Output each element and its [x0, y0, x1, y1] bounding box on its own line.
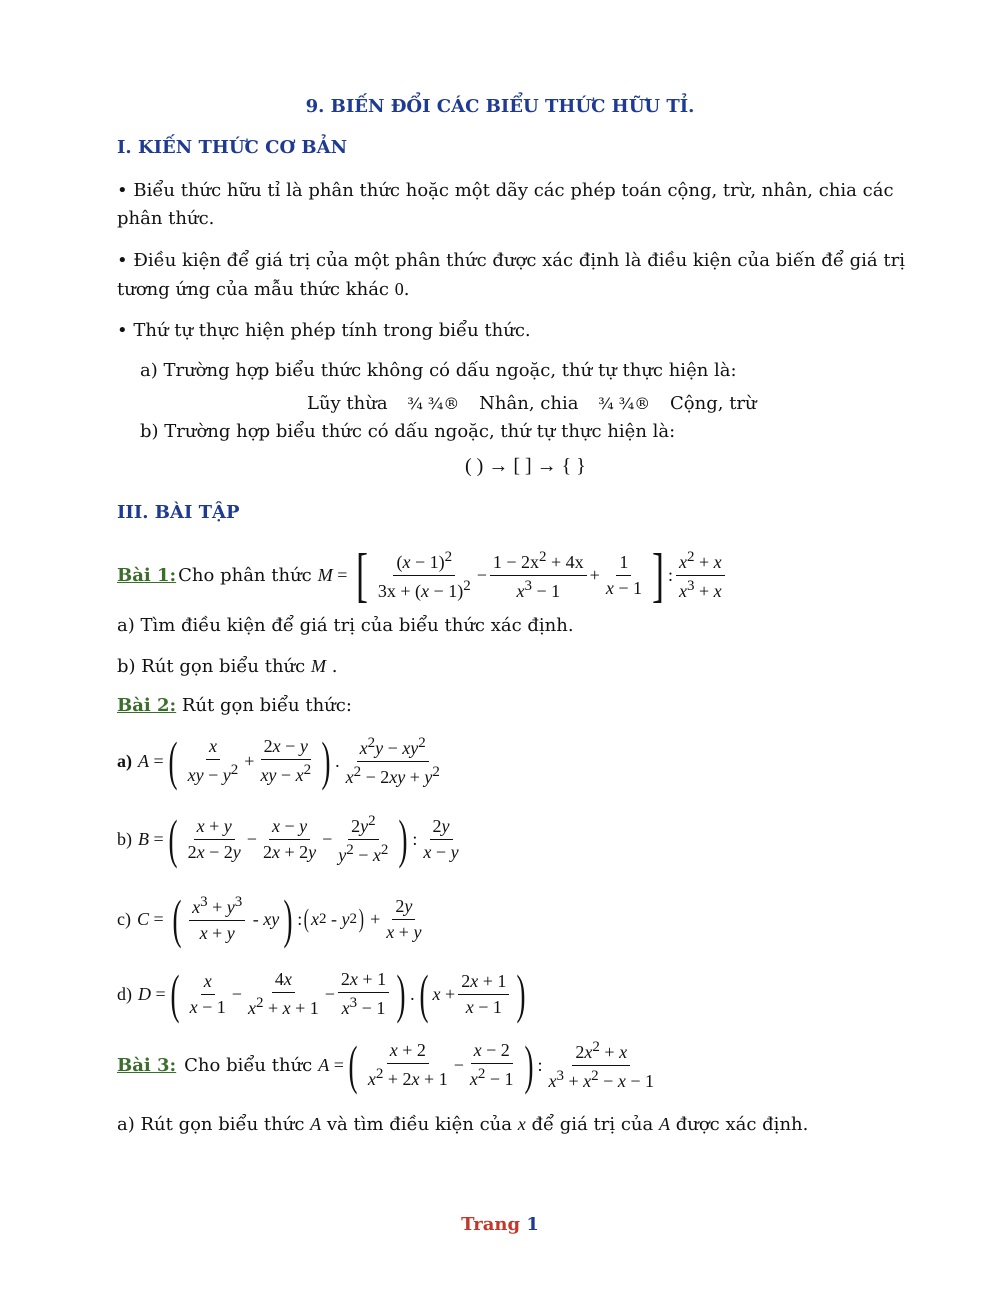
paragraph-definition: • Biểu thức hữu tỉ là phân thức hoặc một dãy các phép toán cộng, trừ, nhân, chia các phân thức. [117, 180, 894, 229]
bracket-order: ( ) → [ ] → { } [465, 455, 586, 477]
formula-C: c) C = ( $x^3 + y^3$ x + y - xy ) : ( x 2 - y 2 ) + 2y x + y [117, 889, 422, 949]
exercise-1-a: a) Tìm điều kiện để giá trị của biểu thức xác định. [117, 615, 574, 636]
exercise-1: Bài 1: Cho phân thức M = [ $(x - 1)^2$ $3x + (x - 1)^2$ − $1 - 2x^2 + 4x$ $x^3 - 1$ + 1 x − 1 ] : $x^2 + x$ $x^3 + x$ [117, 542, 728, 608]
exercise-3-a: a) Rút gọn biểu thức A và tìm điều kiện của x để giá trị của A được xác định. [117, 1114, 809, 1135]
exercise-label: Bài 3: [117, 1054, 177, 1076]
formula-M: M = [ $(x - 1)^2$ $3x + (x - 1)^2$ − $1 - 2x^2 + 4x$ $x^3 - 1$ + 1 x − 1 ] : $x^2 + x$ $x^3 + x$ [318, 545, 728, 605]
case-a-text: a) Trường hợp biểu thức không có dấu ngoặc, thứ tự thực hiện là: [140, 360, 737, 381]
arrow-icon: ¾ ¾® [598, 394, 651, 413]
formula-A: a) A = ( x xy − $y^2$ + 2x − y xy − $x^2$ ) . $x^2y - xy^2$ $x^2 - 2xy + y^2$ [117, 731, 440, 791]
exercise-2: Bài 2: Rút gọn biểu thức: [117, 695, 352, 716]
section-heading-theory: I. KIẾN THỨC CƠ BẢN [117, 137, 348, 158]
page-title: 9. BIẾN ĐỔI CÁC BIỂU THỨC HỮU TỈ. [305, 96, 695, 117]
paragraph-order: • Thứ tự thực hiện phép tính trong biểu thức. [117, 320, 531, 341]
page-footer: Trang 1 [461, 1214, 539, 1235]
arrow-icon: ¾ ¾® [407, 394, 460, 413]
exercise-label: Bài 2: [117, 695, 177, 716]
paragraph-condition: • Điều kiện để giá trị của một phân thức được xác định là điều kiện của biến để giá trị tương ứng của mẫu thức khác 0. [117, 250, 905, 300]
section-heading-exercises: III. BÀI TẬP [117, 502, 240, 523]
formula-D: d) D = ( x x − 1 − 4x $x^2 + x + 1$ − 2x + 1 $x^3 - 1$ ) . ( x + 2x + 1 x − 1 ) [117, 964, 526, 1024]
formula-A3: A = ( x + 2 $x^2 + 2x + 1$ − x − 2 $x^2 - 1$ ) : $2x^2 + x$ $x^3 + x^2 - x - 1$ [318, 1035, 654, 1095]
exercise-1-b: b) Rút gọn biểu thức M . [117, 656, 338, 677]
exercise-label: Bài 1: [117, 564, 177, 586]
page-number: 1 [526, 1214, 539, 1235]
case-b-text: b) Trường hợp biểu thức có dấu ngoặc, thứ tự thực hiện là: [140, 421, 676, 442]
zero-value: 0 [394, 279, 404, 299]
formula-B: b) B = ( x + y 2x − 2y − x − y 2x + 2y − $2y^2$ $y^2 - x^2$ ) : 2y x − y [117, 809, 459, 869]
order-sequence: Lũy thừa ¾ ¾® Nhân, chia ¾ ¾® Cộng, trừ [307, 393, 757, 414]
exercise-3: Bài 3: Cho biểu thức A = ( x + 2 $x^2 + 2x + 1$ − x − 2 $x^2 - 1$ ) : $2x^2 + x$ $x^3 + x^2 - x - 1$ [117, 1036, 660, 1094]
